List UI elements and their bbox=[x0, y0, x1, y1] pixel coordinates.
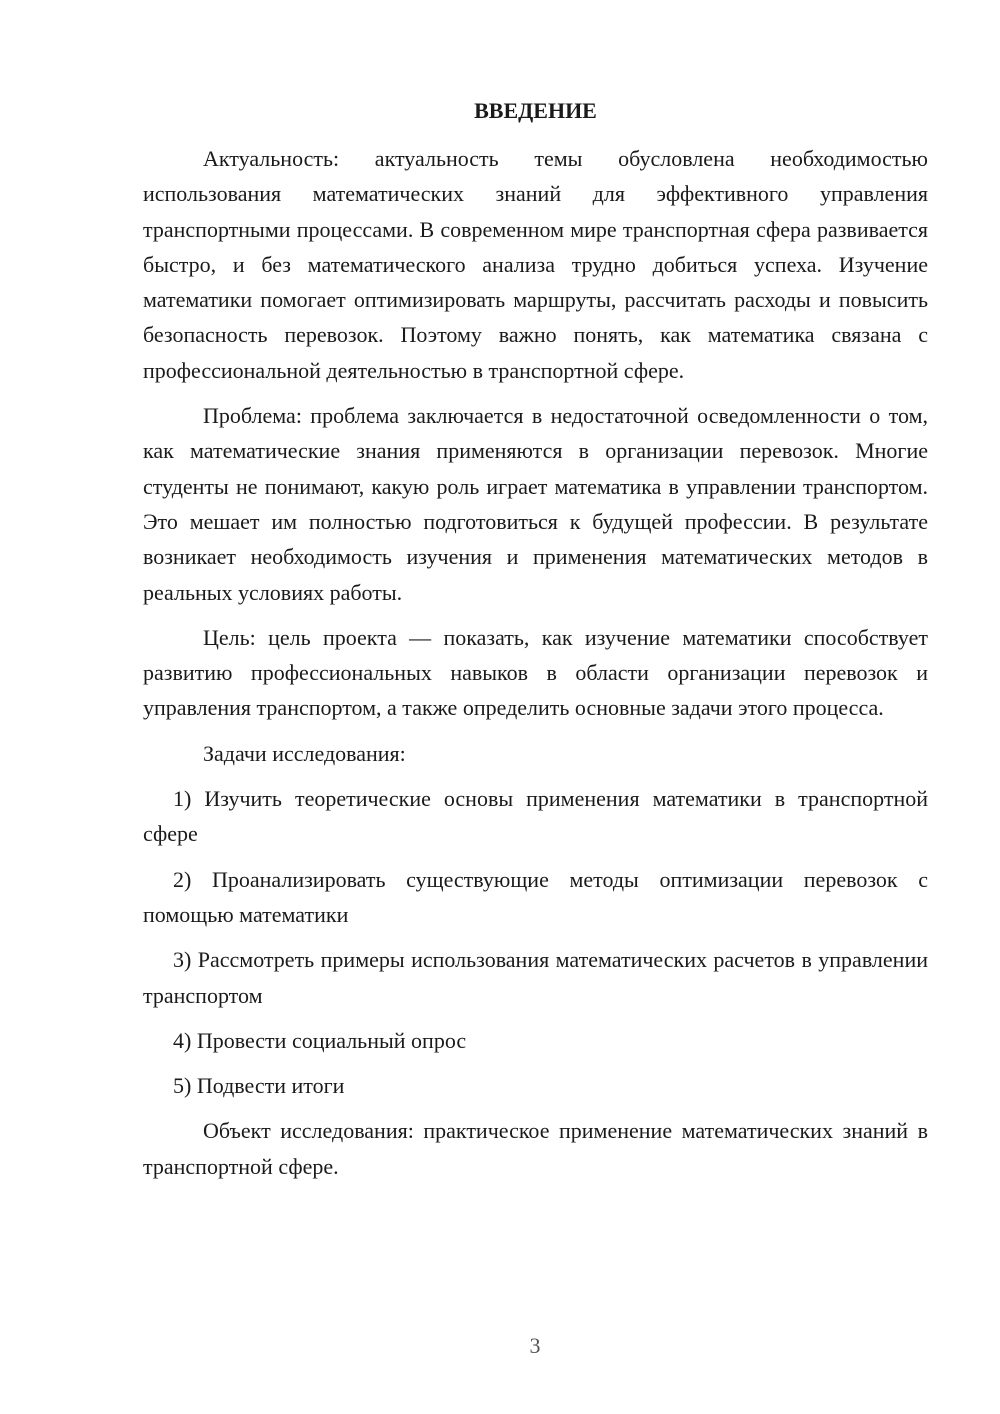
page-number: 3 bbox=[529, 1333, 541, 1358]
object-paragraph: Объект исследования: практическое применение математических знаний в транспортной сфере. bbox=[143, 1118, 928, 1179]
goal-paragraph: Цель: цель проекта — показать, как изучение математики способствует развитию профессиональных навыков в области организации перевозок и управления транспортом, а также определить основные задачи этого процесса. bbox=[143, 624, 928, 721]
page-heading: ВВЕДЕНИЕ bbox=[474, 98, 597, 123]
task-item-2: 2) Проанализировать существующие методы оптимизации перевозок с помощью математики bbox=[143, 866, 928, 927]
document-body bbox=[143, 141, 928, 1194]
task-item-4: 4) Провести социальный опрос bbox=[173, 1027, 467, 1053]
task-item-3: 3) Рассмотреть примеры использования математических расчетов в управлении транспортом bbox=[143, 947, 928, 1008]
tasks-title: Задачи исследования: bbox=[203, 740, 406, 766]
relevance-paragraph: Актуальность: актуальность темы обусловлена необходимостью использования математических знаний для эффективного управления транспортными процессами. В современном мире транспортная сфера развивается быстро, и без математического анализа трудно добиться успеха. Изучение математики помогает оптимизировать маршруты, рассчитать расходы и повысить безопасность перевозок. Поэтому важно понять, как математика связана с профессиональной деятельностью в транспортной сфере. bbox=[143, 146, 928, 383]
task-item-5: 5) Подвести итоги bbox=[173, 1073, 345, 1099]
task-item-1: 1) Изучить теоретические основы применения математики в транспортной сфере bbox=[143, 786, 928, 847]
problem-paragraph: Проблема: проблема заключается в недостаточной осведомленности о том, как математические знания применяются в организации перевозок. Многие студенты не понимают, какую роль играет математика в управлении транспортом. Это мешает им полностью подготовиться к будущей профессии. В результате возникает необходимость изучения и применения математических методов в реальных условиях работы. bbox=[143, 403, 928, 605]
